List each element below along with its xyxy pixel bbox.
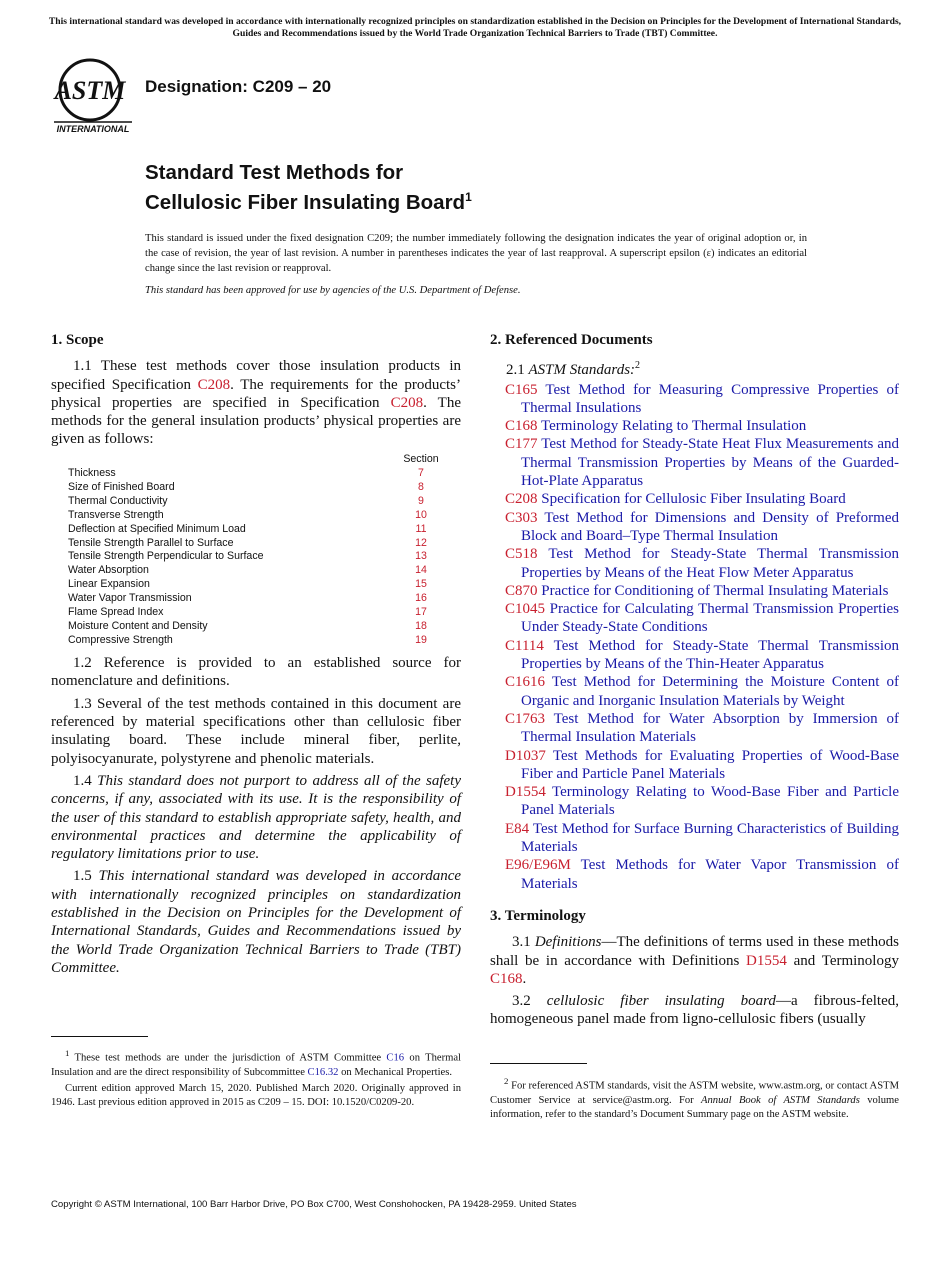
standard-title-link[interactable]: Practice for Conditioning of Thermal Insulating Materials bbox=[537, 582, 889, 599]
section-table-row bbox=[68, 523, 441, 537]
section-table-header: Section bbox=[403, 452, 439, 465]
section-row-number-link[interactable]: 10 bbox=[415, 508, 427, 521]
link-c208[interactable]: C208 bbox=[390, 394, 424, 411]
scope-heading: 1. Scope bbox=[51, 332, 104, 348]
section-row-label: Transverse Strength bbox=[68, 508, 164, 521]
standard-code-link[interactable]: C518 bbox=[505, 546, 538, 563]
footnote-divider-right bbox=[490, 1063, 587, 1064]
section-table-row bbox=[68, 578, 441, 592]
referenced-documents-heading: 2. Referenced Documents bbox=[490, 332, 653, 348]
title-line-1: Standard Test Methods for bbox=[145, 161, 404, 184]
section-row-label: Flame Spread Index bbox=[68, 606, 164, 619]
scope-paragraph-1-1: 1.1 These test methods cover those insulation products in specified Specification C208. The requirements for the products’ physical properties are specified in Specification C208. The methods for the general insulation products’ physical properties are given as follows: bbox=[51, 358, 461, 448]
section-row-label: Compressive Strength bbox=[68, 634, 173, 647]
referenced-standard-item bbox=[490, 600, 899, 637]
standard-code-link[interactable]: C168 bbox=[505, 418, 538, 435]
section-row-number-link[interactable]: 14 bbox=[415, 564, 427, 577]
referenced-standard-item bbox=[490, 509, 899, 546]
footnotes-left bbox=[51, 1046, 461, 1112]
section-table-row bbox=[68, 620, 441, 634]
referenced-standard-item bbox=[490, 582, 899, 600]
scope-paragraph-1-3: 1.3 Several of the test methods contained in this document are referenced by material specifications other than cellulosic fiber insulating board. These include mineral fiber, perlite, polyisocyanurate, polystyrene and phenolic materials. bbox=[51, 695, 461, 767]
standard-title-link[interactable]: Test Methods for Water Vapor Transmission of Materials bbox=[521, 857, 899, 892]
section-row-label: Tensile Strength Perpendicular to Surface bbox=[68, 550, 264, 563]
section-table-row bbox=[68, 481, 441, 495]
link-c208[interactable]: C208 bbox=[197, 376, 231, 393]
link-c16-32[interactable]: C16.32 bbox=[307, 1066, 339, 1078]
referenced-standard-item bbox=[490, 747, 899, 784]
terminology-heading: 3. Terminology bbox=[490, 907, 586, 924]
section-table-row bbox=[68, 634, 441, 648]
title-footnote-mark: 1 bbox=[465, 190, 472, 204]
section-table-row bbox=[68, 537, 441, 551]
terminology-paragraph-3-2: 3.2 cellulosic fiber insulating board—a fibrous-felted, homogeneous panel made from ligno-cellulosic fibers (usually bbox=[490, 993, 899, 1028]
section-row-label: Linear Expansion bbox=[68, 578, 150, 591]
section-table-row bbox=[68, 509, 441, 523]
scope-paragraph-1-5: 1.5 This international standard was developed in accordance with internationally recognized principles on standardization established in the Decision on Principles for the Development of International Standards, Guides and Recommendations issued by the World Trade Organization Technical Barriers to Trade (TBT) Committee. bbox=[51, 868, 462, 976]
section-row-number-link[interactable]: 17 bbox=[415, 606, 427, 619]
logo-subtext: INTERNATIONAL bbox=[56, 124, 130, 134]
standard-title-link[interactable]: Terminology Relating to Thermal Insulation bbox=[537, 418, 807, 435]
standard-title-link[interactable]: Test Method for Steady-State Thermal Transmission Properties by Means of the Heat Flow Meter Apparatus bbox=[521, 546, 899, 581]
referenced-standard-item bbox=[490, 856, 899, 893]
link-d1554[interactable]: D1554 bbox=[746, 952, 787, 969]
footnote-2: $^2$ For referenced ASTM standards, visit the ASTM website, www.astm.org, or contact ASTM Customer Service at service@astm.org. For Annual Book of ASTM Standards volume information, refer to the standard’s Document Summary page on the ASTM website. bbox=[490, 1076, 899, 1120]
section-row-number-link[interactable]: 12 bbox=[415, 536, 427, 549]
standard-code-link[interactable]: D1037 bbox=[505, 747, 546, 764]
section-table-row bbox=[68, 564, 441, 578]
standard-code-link[interactable]: C177 bbox=[505, 436, 538, 453]
section-table bbox=[68, 453, 441, 648]
standard-title-link[interactable]: Test Method for Water Absorption by Immersion of Thermal Insulation Materials bbox=[521, 710, 899, 746]
section-table-row bbox=[68, 592, 441, 606]
standard-title-link[interactable]: Test Method for Surface Burning Characteristics of Building Materials bbox=[521, 820, 899, 856]
designation: Designation: C209 – 20 bbox=[145, 77, 332, 96]
section-row-number-link[interactable]: 15 bbox=[415, 578, 427, 591]
standard-code-link[interactable]: D1554 bbox=[505, 784, 546, 801]
section-row-label: Water Absorption bbox=[68, 564, 149, 577]
document-title bbox=[145, 160, 472, 215]
standard-title-link[interactable]: Practice for Calculating Thermal Transmission Properties Under Steady-State Conditions bbox=[521, 601, 899, 636]
referenced-standard-item bbox=[490, 435, 899, 490]
standard-code-link[interactable]: E96/E96M bbox=[505, 857, 571, 874]
section-row-label: Moisture Content and Density bbox=[68, 620, 208, 633]
section-row-number-link[interactable]: 8 bbox=[418, 480, 424, 493]
referenced-standard-item bbox=[490, 673, 899, 710]
standard-title-link[interactable]: Test Method for Measuring Compressive Properties of Thermal Insulations bbox=[521, 381, 899, 416]
section-row-number-link[interactable]: 7 bbox=[418, 466, 424, 479]
section-row-label: Thickness bbox=[68, 466, 116, 479]
standard-code-link[interactable]: C1045 bbox=[505, 601, 546, 618]
standard-code-link[interactable]: C208 bbox=[505, 491, 538, 508]
referenced-standard-item bbox=[490, 545, 899, 582]
link-c168[interactable]: C168 bbox=[490, 970, 523, 987]
standard-code-link[interactable]: C165 bbox=[505, 381, 538, 398]
dod-approval-note: This standard has been approved for use by agencies of the U.S. Department of Defense. bbox=[145, 285, 521, 296]
section-row-number-link[interactable]: 11 bbox=[415, 522, 427, 535]
footnotes-right bbox=[490, 1074, 899, 1124]
standard-title-link[interactable]: Specification for Cellulosic Fiber Insulating Board bbox=[537, 491, 846, 508]
title-line-2: Cellulosic Fiber Insulating Board bbox=[145, 190, 466, 214]
standard-code-link[interactable]: C303 bbox=[505, 509, 538, 526]
referenced-standard-item bbox=[490, 381, 899, 418]
astm-standards-intro: 2.1 ASTM Standards:$^2$ bbox=[506, 360, 641, 379]
standard-code-link[interactable]: C1763 bbox=[505, 710, 546, 727]
section-row-number-link[interactable]: 18 bbox=[415, 620, 427, 633]
standard-title-link[interactable]: Test Method for Dimensions and Density of Preformed Block and Board–Type Thermal Insulation bbox=[521, 509, 899, 544]
section-row-label: Tensile Strength Parallel to Surface bbox=[68, 536, 234, 549]
section-row-label: Thermal Conductivity bbox=[68, 494, 168, 507]
standard-code-link[interactable]: E84 bbox=[505, 820, 530, 837]
standard-title-link[interactable]: Test Method for Steady-State Heat Flux Measurements and Thermal Transmission Properties by Means of the Guarded-Hot-Plate Apparatus bbox=[521, 436, 899, 490]
terminology-paragraph-3-1: 3.1 Definitions—The definitions of terms used in these methods shall be in accordance with Definitions D1554 and Terminology C168. bbox=[490, 934, 899, 987]
astm-logo bbox=[52, 58, 136, 134]
copyright-line: Copyright © ASTM International, 100 Barr Harbor Drive, PO Box C700, West Conshohocken, PA 19428-2959. United States bbox=[51, 1199, 577, 1210]
scope-paragraph-1-4: 1.4 This standard does not purport to address all of the safety concerns, if any, associated with its use. It is the responsibility of the user of this standard to establish appropriate safety, health, and environmental practices and determine the applicability of regulatory limitations prior to use. bbox=[51, 772, 462, 863]
referenced-standard-item bbox=[490, 637, 899, 674]
standard-title-link[interactable]: Terminology Relating to Wood-Base Fiber and Particle Panel Materials bbox=[521, 784, 899, 819]
referenced-standard-item bbox=[490, 820, 899, 857]
section-table-row bbox=[68, 467, 441, 481]
section-row-number-link[interactable]: 13 bbox=[415, 550, 427, 563]
referenced-standard-item bbox=[490, 710, 899, 747]
scope-paragraph-1-2: 1.2 Reference is provided to an established source for nomenclature and definitions. bbox=[51, 655, 461, 690]
referenced-standard-item bbox=[490, 490, 899, 508]
left-column bbox=[51, 331, 461, 981]
section-table-row bbox=[68, 550, 441, 564]
standard-title-link[interactable]: Test Method for Steady-State Thermal Transmission Properties by Means of the Thin-Heater Apparatus bbox=[521, 637, 899, 673]
logo-text: ASTM bbox=[54, 76, 126, 105]
referenced-standard-item bbox=[490, 417, 899, 435]
section-row-label: Water Vapor Transmission bbox=[68, 592, 192, 605]
issuance-statement: This standard is issued under the fixed designation C209; the number immediately following the designation indicates the year of original adoption or, in the case of revision, the year of last revision. A number in parentheses indicates the year of last reapproval. A superscript epsilon (ε) indicates an editorial change since the last revision or reapproval. bbox=[145, 233, 807, 274]
section-row-label: Size of Finished Board bbox=[68, 480, 175, 493]
standard-title-link[interactable]: Test Methods for Evaluating Properties of Wood-Base Fiber and Particle Panel Materials bbox=[521, 747, 899, 782]
referenced-standards-list bbox=[490, 381, 899, 893]
section-row-number-link[interactable]: 16 bbox=[415, 592, 427, 605]
standard-code-link[interactable]: C870 bbox=[505, 582, 538, 599]
right-column bbox=[490, 331, 899, 1033]
top-notice: This international standard was developed in accordance with internationally recognized principles on standardization established in the Decision on Principles for the Development of International Standards, Guides and Recommendations issued by the World Trade Organization Technical Barriers to Trade (TBT) Committee. bbox=[48, 16, 902, 39]
standard-code-link[interactable]: C1616 bbox=[505, 674, 546, 691]
footnote-divider-left bbox=[51, 1036, 148, 1037]
section-row-label: Deflection at Specified Minimum Load bbox=[68, 522, 246, 535]
standard-code-link[interactable]: C1114 bbox=[505, 637, 544, 654]
standard-title-link[interactable]: Test Method for Determining the Moisture Content of Organic and Inorganic Insulation Materials by Weight bbox=[521, 674, 899, 709]
section-row-number-link[interactable]: 9 bbox=[418, 494, 424, 507]
section-table-row bbox=[68, 495, 441, 509]
footnote-1-edition: Current edition approved March 15, 2020. Published March 2020. Originally approved in 1946. Last previous edition approved in 2015 as C209 – 15. DOI: 10.1520/C0209-20. bbox=[51, 1082, 461, 1109]
section-row-number-link[interactable]: 19 bbox=[415, 634, 427, 647]
referenced-standard-item bbox=[490, 783, 899, 820]
section-table-row bbox=[68, 606, 441, 620]
link-c16[interactable]: C16 bbox=[386, 1052, 405, 1064]
footnote-1: $^1$ These test methods are under the jurisdiction of ASTM Committee C16 on Thermal Insulation and are the direct responsibility of Subcommittee C16.32 on Mechanical Properties. bbox=[51, 1048, 461, 1078]
